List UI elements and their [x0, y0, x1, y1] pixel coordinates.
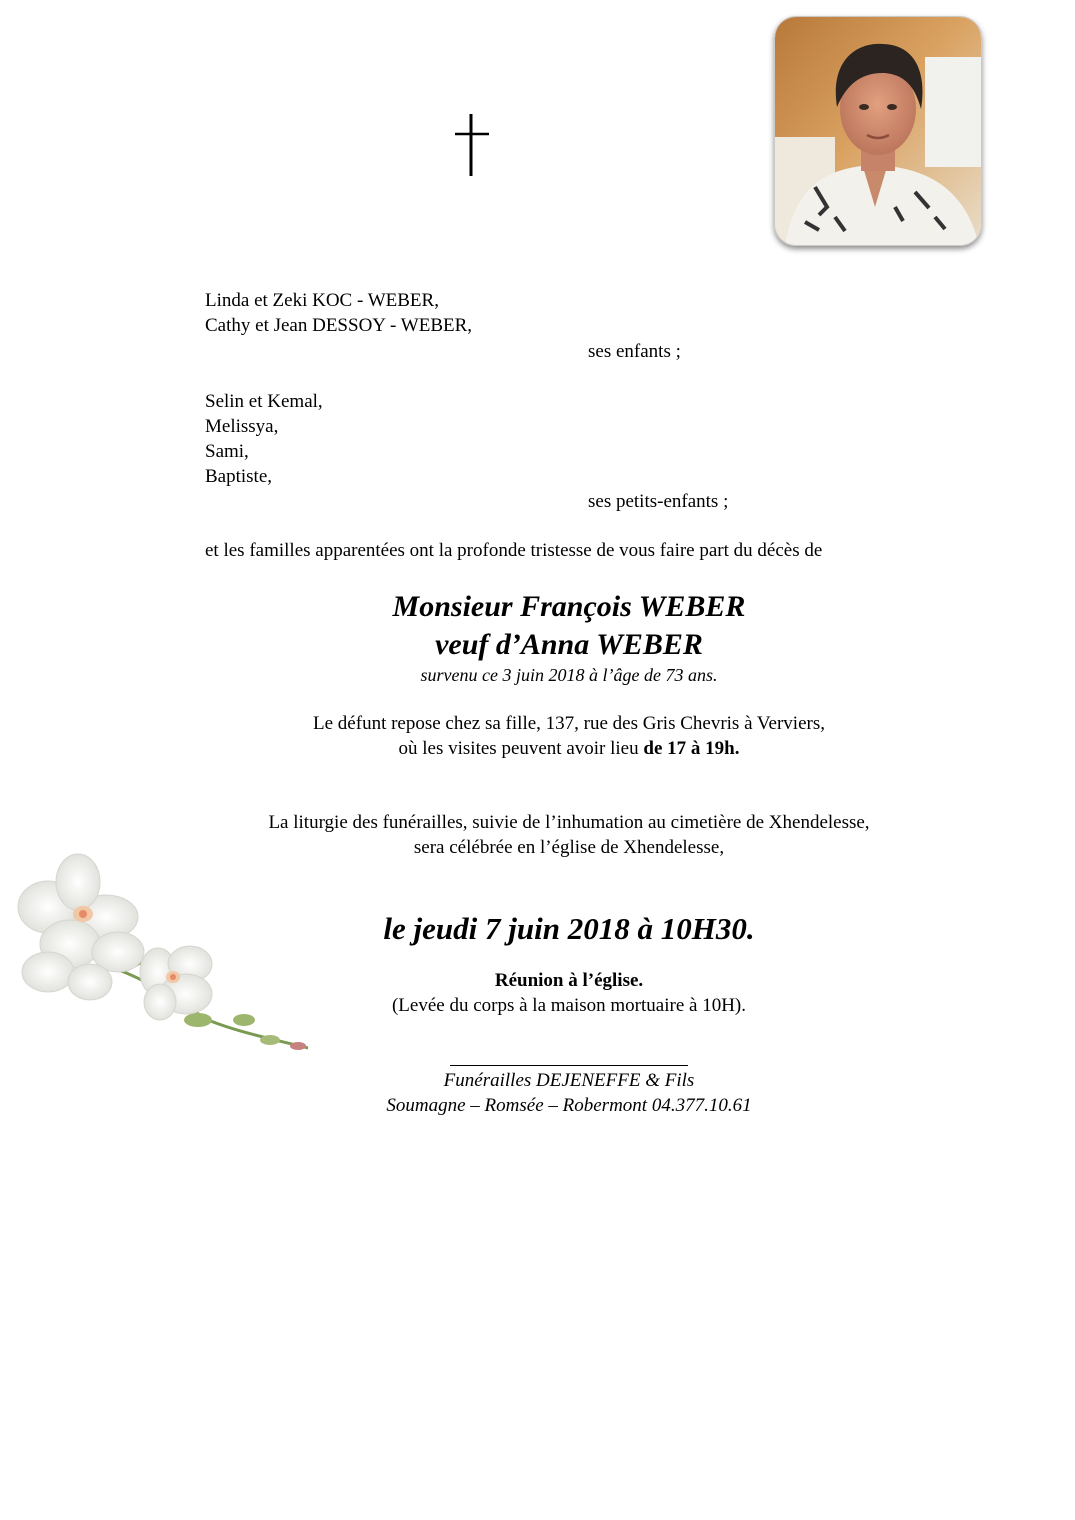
deceased-spouse: veuf d’Anna WEBER — [435, 628, 703, 661]
ceremony-date: le jeudi 7 juin 2018 à 10H30. — [383, 911, 755, 946]
visitation-hours: de 17 à 19h. — [643, 738, 740, 759]
separator-line — [450, 1065, 688, 1066]
children-role: ses enfants ; — [588, 341, 681, 362]
grandchild-line-2: Melissya, — [205, 416, 279, 437]
grandchild-line-3: Sami, — [205, 441, 249, 462]
visitation-line-2 — [0, 736, 1075, 761]
meeting-title: Réunion à l’église. — [494, 970, 644, 991]
liturgy-line-2: sera célébrée en l’église de Xhendelesse, — [413, 837, 725, 858]
visitation-prefix: où les visites peuvent avoir lieu — [398, 738, 644, 759]
funeral-home-locations: Soumagne – Romsée – Robermont 04.377.10.61 — [386, 1095, 752, 1116]
orchid-icon — [8, 852, 318, 1062]
grandchild-line-4: Baptiste, — [205, 466, 273, 487]
deceased-name: Monsieur François WEBER — [392, 590, 746, 623]
cross-icon — [452, 112, 492, 178]
liturgy-line-1: La liturgie des funérailles, suivie de l’inhumation au cimetière de Xhendelesse, — [268, 812, 870, 833]
children-line-2: Cathy et Jean DESSOY - WEBER, — [205, 315, 473, 336]
grandchild-line-1: Selin et Kemal, — [205, 391, 323, 412]
portrait-photo — [774, 16, 982, 246]
visitation-line-1: Le défunt repose chez sa fille, 137, rue des Gris Chevris à Verviers, — [313, 713, 825, 734]
funeral-home-name: Funérailles DEJENEFFE & Fils — [443, 1070, 695, 1091]
meeting-note: (Levée du corps à la maison mortuaire à 10H). — [391, 995, 746, 1016]
death-info: survenu ce 3 juin 2018 à l’âge de 73 ans. — [420, 665, 718, 685]
announcement-text: et les familles apparentées ont la profonde tristesse de vous faire part du décès de — [205, 540, 823, 561]
grandchildren-role: ses petits-enfants ; — [588, 491, 729, 512]
children-line-1: Linda et Zeki KOC - WEBER, — [205, 290, 439, 311]
